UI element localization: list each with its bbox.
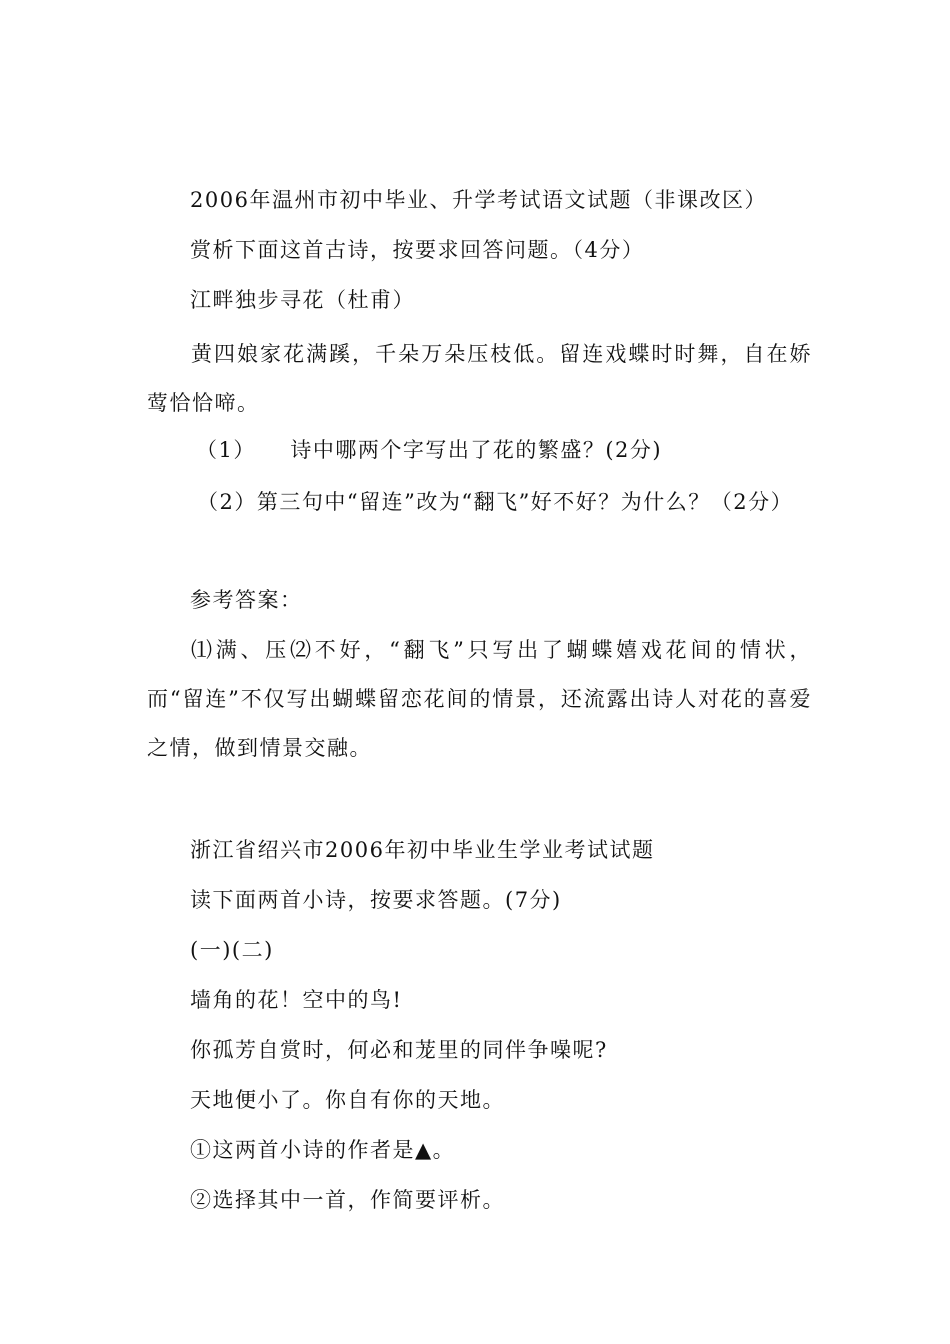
section2-instruction: 读下面两首小诗，按要求答题。(7分) <box>190 888 562 912</box>
poem-line: 墙角的花！空中的鸟! <box>190 988 403 1012</box>
poem-labels: (一)(二) <box>190 938 274 962</box>
poem-title: 江畔独步寻花（杜甫） <box>190 288 415 312</box>
question-1: （1） 诗中哪两个字写出了花的繁盛？(2分) <box>196 438 663 462</box>
answer-text: ⑴满、压⑵不好，“翻飞”只写出了蝴蝶嬉戏花间的情状，而“留连”不仅写出蝴蝶留恋花间的情景，还流露出诗人对花的喜爱之情，做到情景交融。 <box>147 638 812 760</box>
section1-heading: 2006年温州市初中毕业、升学考试语文试题（非课改区） <box>190 188 767 212</box>
answer-label: 参考答案： <box>190 588 303 612</box>
section2-heading: 浙江省绍兴市2006年初中毕业生学业考试试题 <box>190 838 655 862</box>
section1-instruction: 赏析下面这首古诗，按要求回答问题。（4分） <box>190 238 645 262</box>
poem-text: 黄四娘家花满蹊，千朵万朵压枝低。留连戏蝶时时舞，自在娇莺恰恰啼。 <box>147 342 812 415</box>
poem-line: 你孤芳自赏时，何必和茏里的同伴争噪呢? <box>190 1038 608 1062</box>
task-1: ①这两首小诗的作者是▲。 <box>190 1138 456 1162</box>
poem-line: 天地便小了。你自有你的天地。 <box>190 1088 505 1112</box>
question-2: （2）第三句中“留连”改为“翻飞”好不好？为什么？（2分） <box>197 490 794 514</box>
task-2: ②选择其中一首，作简要评析。 <box>190 1188 505 1212</box>
